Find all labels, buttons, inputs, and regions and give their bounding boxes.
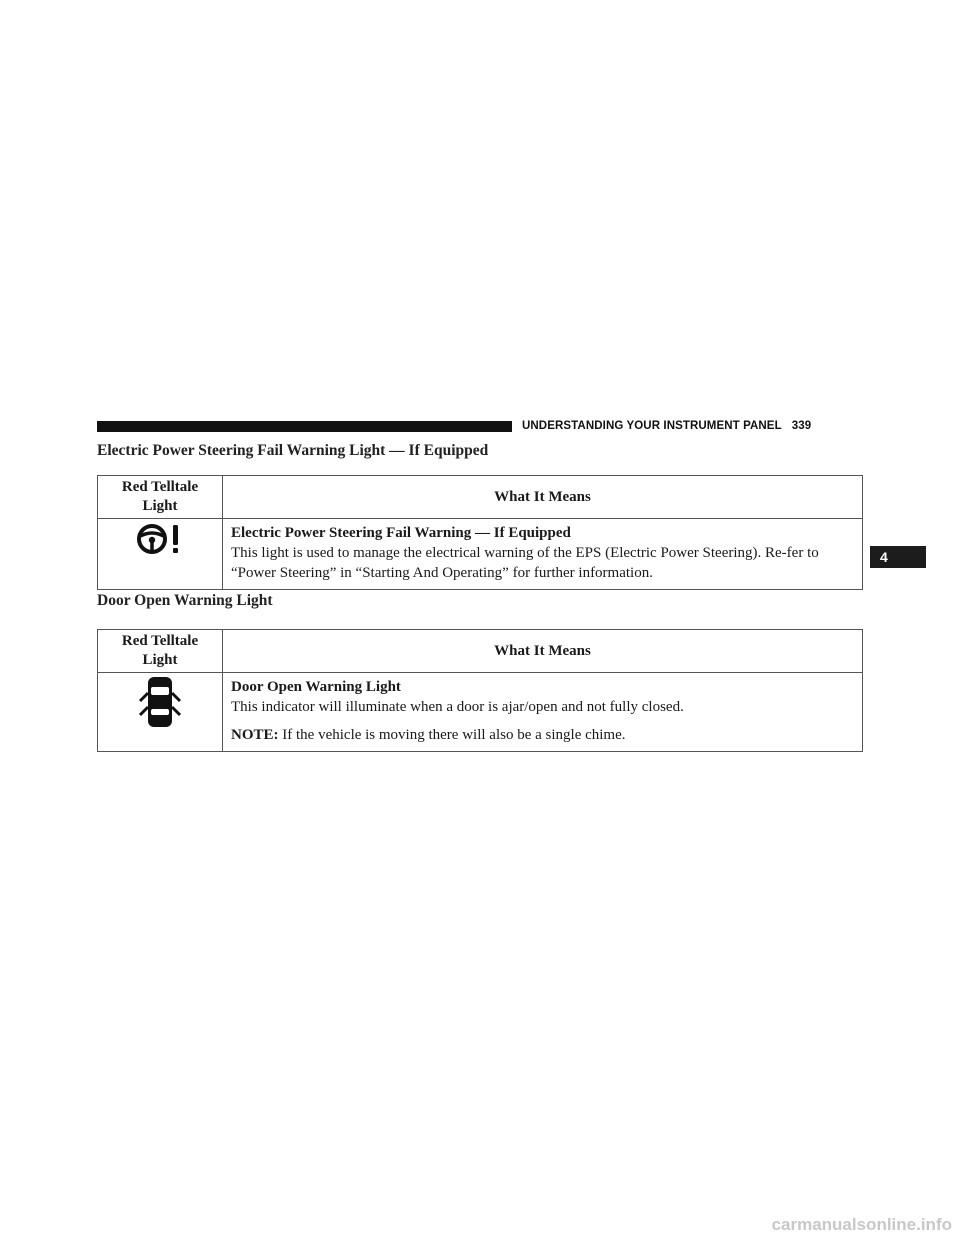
table-row (98, 673, 863, 752)
header-rule (97, 421, 512, 432)
note-body: If the vehicle is moving there will also be a single chime. (278, 727, 626, 743)
description-cell (223, 673, 863, 752)
note-label: NOTE: (231, 727, 279, 743)
section-title-eps: Electric Power Steering Fail Warning Light — If Equipped (97, 442, 489, 459)
column-header-means: What It Means (223, 630, 863, 673)
table-header-row (98, 476, 863, 519)
column-header-telltale-line2: Light (142, 498, 178, 514)
description-body: This light is used to manage the electrical warning of the EPS (Electric Power Steering). Re-fer to “Power Steering” in “Starting And Operating” for further information. (231, 545, 819, 581)
section-title-door-open: Door Open Warning Light (97, 592, 273, 609)
table-header-row (98, 630, 863, 673)
running-header (522, 420, 811, 432)
table-row (98, 519, 863, 590)
door-open-car-icon (138, 673, 182, 731)
eps-telltale-table (97, 475, 863, 590)
steering-wheel-warning-icon (135, 519, 185, 559)
description-title: Electric Power Steering Fail Warning — If Equipped (231, 525, 571, 541)
column-header-telltale-line1: Red Telltale (121, 479, 199, 495)
icon-cell (98, 519, 223, 590)
column-header-telltale-line2: Light (142, 652, 178, 668)
chapter-tab: 4 (870, 546, 926, 568)
column-header-telltale (98, 476, 223, 519)
description-body: This indicator will illuminate when a door is ajar/open and not fully closed. (231, 699, 684, 715)
column-header-telltale-line1: Red Telltale (121, 633, 199, 649)
column-header-telltale (98, 630, 223, 673)
note (231, 725, 854, 745)
description-title: Door Open Warning Light (231, 679, 401, 695)
description-cell (223, 519, 863, 590)
icon-cell (98, 673, 223, 752)
column-header-means: What It Means (223, 476, 863, 519)
watermark-text: carmanualsonline.info (771, 1215, 952, 1234)
page-number: 339 (791, 420, 812, 432)
door-open-telltale-table (97, 629, 863, 752)
running-title: UNDERSTANDING YOUR INSTRUMENT PANEL (522, 420, 782, 432)
